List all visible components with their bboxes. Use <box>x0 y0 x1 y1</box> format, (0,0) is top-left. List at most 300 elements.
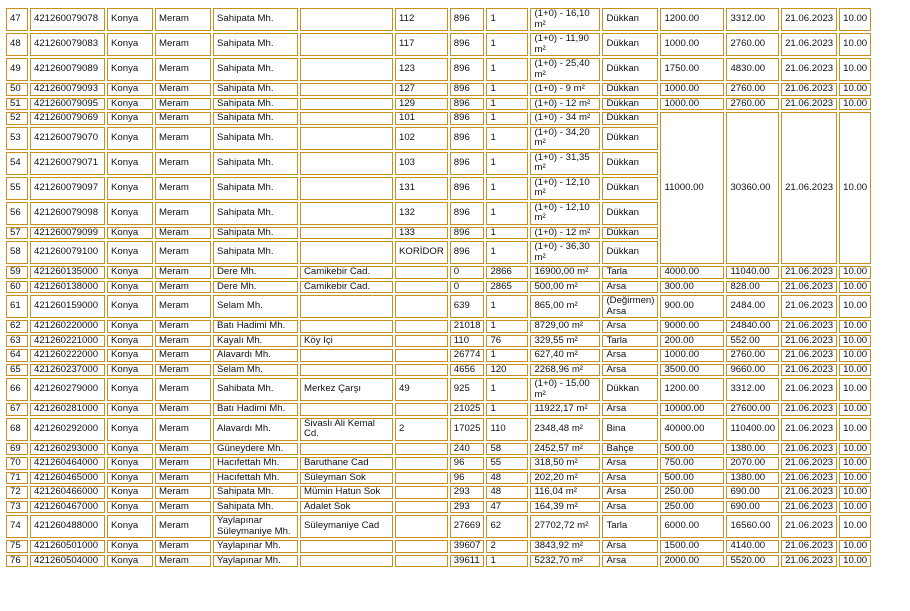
parcel-cell: 1 <box>486 98 528 111</box>
neighborhood-cell: Sahipata Mh. <box>213 8 298 31</box>
type-cell: Arsa <box>602 349 658 362</box>
neighborhood-cell: Sahipata Mh. <box>213 227 298 240</box>
street-cell <box>300 403 393 416</box>
area-cell: (1+0) - 11,90 m² <box>530 33 600 56</box>
table-row <box>6 515 871 538</box>
block-cell: 896 <box>450 152 485 175</box>
guarantee-cell: 2760.00 <box>726 98 779 111</box>
neighborhood-cell: Sahipata Mh. <box>213 83 298 96</box>
door-number-cell: 129 <box>395 98 448 111</box>
province-cell: Konya <box>107 177 153 200</box>
door-number-cell <box>395 403 448 416</box>
door-number-cell: 132 <box>395 202 448 225</box>
street-cell <box>300 227 393 240</box>
parcel-cell: 1 <box>486 152 528 175</box>
time-cell: 10.00 <box>839 403 871 416</box>
estimated-price-cell: 250.00 <box>660 501 724 514</box>
type-cell: Arsa <box>602 486 658 499</box>
door-number-cell <box>395 486 448 499</box>
province-cell: Konya <box>107 335 153 348</box>
neighborhood-cell: Sahipata Mh. <box>213 112 298 125</box>
row-number: 56 <box>6 202 28 225</box>
district-cell: Meram <box>155 320 211 333</box>
date-cell: 21.06.2023 <box>781 295 837 318</box>
row-number: 62 <box>6 320 28 333</box>
block-cell: 4656 <box>450 364 485 377</box>
row-number: 73 <box>6 501 28 514</box>
street-cell <box>300 152 393 175</box>
estimated-price-cell: 1000.00 <box>660 349 724 362</box>
code-cell: 421260079095 <box>30 98 105 111</box>
street-cell <box>300 127 393 150</box>
door-number-cell: 123 <box>395 58 448 81</box>
table-row <box>6 295 871 318</box>
area-cell: (1+0) - 12,10 m² <box>530 202 600 225</box>
province-cell: Konya <box>107 364 153 377</box>
row-number: 51 <box>6 98 28 111</box>
table-row <box>6 335 871 348</box>
table-row <box>6 364 871 377</box>
guarantee-cell: 3312.00 <box>726 8 779 31</box>
province-cell: Konya <box>107 472 153 485</box>
parcel-cell: 1 <box>486 227 528 240</box>
code-cell: 421260221000 <box>30 335 105 348</box>
neighborhood-cell: Selam Mh. <box>213 364 298 377</box>
estimated-price-cell: 200.00 <box>660 335 724 348</box>
type-cell: Arsa <box>602 457 658 470</box>
row-number: 59 <box>6 266 28 279</box>
table-row <box>6 486 871 499</box>
neighborhood-cell: Sahipata Mh. <box>213 127 298 150</box>
table-row <box>6 98 871 111</box>
door-number-cell: 112 <box>395 8 448 31</box>
area-cell: 318,50 m² <box>530 457 600 470</box>
door-number-cell: 103 <box>395 152 448 175</box>
neighborhood-cell: Yaylapınar Mh. <box>213 540 298 553</box>
area-cell: 2268,96 m² <box>530 364 600 377</box>
block-cell: 896 <box>450 83 485 96</box>
date-cell: 21.06.2023 <box>781 320 837 333</box>
time-cell: 10.00 <box>839 349 871 362</box>
district-cell: Meram <box>155 472 211 485</box>
guarantee-cell: 2070.00 <box>726 457 779 470</box>
province-cell: Konya <box>107 281 153 294</box>
neighborhood-cell: Yaylapınar Mh. <box>213 555 298 568</box>
time-cell: 10.00 <box>839 83 871 96</box>
code-cell: 421260079093 <box>30 83 105 96</box>
code-cell: 421260079089 <box>30 58 105 81</box>
street-cell <box>300 33 393 56</box>
time-cell: 10.00 <box>839 457 871 470</box>
street-cell <box>300 112 393 125</box>
parcel-cell: 1 <box>486 33 528 56</box>
district-cell: Meram <box>155 295 211 318</box>
date-cell: 21.06.2023 <box>781 83 837 96</box>
estimated-price-cell: 750.00 <box>660 457 724 470</box>
area-cell: 2348,48 m² <box>530 418 600 441</box>
district-cell: Meram <box>155 227 211 240</box>
time-cell: 10.00 <box>839 266 871 279</box>
code-cell: 421260079098 <box>30 202 105 225</box>
estimated-price-cell: 4000.00 <box>660 266 724 279</box>
district-cell: Meram <box>155 202 211 225</box>
estimated-price-cell: 1200.00 <box>660 8 724 31</box>
door-number-cell <box>395 457 448 470</box>
time-cell: 10.00 <box>839 555 871 568</box>
date-cell: 21.06.2023 <box>781 378 837 401</box>
date-cell: 21.06.2023 <box>781 33 837 56</box>
estimated-price-cell: 3500.00 <box>660 364 724 377</box>
parcel-cell: 1 <box>486 295 528 318</box>
type-cell: Arsa <box>602 364 658 377</box>
neighborhood-cell: Sahipata Mh. <box>213 33 298 56</box>
guarantee-cell: 2760.00 <box>726 349 779 362</box>
row-number: 72 <box>6 486 28 499</box>
code-cell: 421260079097 <box>30 177 105 200</box>
code-cell: 421260504000 <box>30 555 105 568</box>
district-cell: Meram <box>155 540 211 553</box>
type-cell: Dükkan <box>602 177 658 200</box>
province-cell: Konya <box>107 540 153 553</box>
block-cell: 639 <box>450 295 485 318</box>
row-number: 71 <box>6 472 28 485</box>
neighborhood-cell: Sahipata Mh. <box>213 177 298 200</box>
area-cell: (1+0) - 12 m² <box>530 98 600 111</box>
type-cell: Dükkan <box>602 378 658 401</box>
district-cell: Meram <box>155 515 211 538</box>
type-cell: Arsa <box>602 555 658 568</box>
block-cell: 896 <box>450 58 485 81</box>
district-cell: Meram <box>155 403 211 416</box>
parcel-cell: 76 <box>486 335 528 348</box>
estimated-price-cell: 40000.00 <box>660 418 724 441</box>
code-cell: 421260079071 <box>30 152 105 175</box>
code-cell: 421260222000 <box>30 349 105 362</box>
code-cell: 421260466000 <box>30 486 105 499</box>
guarantee-cell: 16560.00 <box>726 515 779 538</box>
door-number-cell <box>395 266 448 279</box>
area-cell: (1+0) - 9 m² <box>530 83 600 96</box>
area-cell: 2452,57 m² <box>530 443 600 456</box>
neighborhood-cell: Dere Mh. <box>213 266 298 279</box>
door-number-cell <box>395 281 448 294</box>
province-cell: Konya <box>107 349 153 362</box>
district-cell: Meram <box>155 177 211 200</box>
code-cell: 421260079083 <box>30 33 105 56</box>
guarantee-cell: 4830.00 <box>726 58 779 81</box>
street-cell: Merkez Çarşı <box>300 378 393 401</box>
date-cell: 21.06.2023 <box>781 501 837 514</box>
guarantee-cell: 5520.00 <box>726 555 779 568</box>
district-cell: Meram <box>155 127 211 150</box>
parcel-cell: 1 <box>486 241 528 264</box>
table-body <box>6 8 871 567</box>
row-number: 67 <box>6 403 28 416</box>
neighborhood-cell: Dere Mh. <box>213 281 298 294</box>
type-cell: Dükkan <box>602 8 658 31</box>
estimated-price-cell: 1000.00 <box>660 98 724 111</box>
type-cell: Bina <box>602 418 658 441</box>
parcel-cell: 55 <box>486 457 528 470</box>
type-cell: Dükkan <box>602 227 658 240</box>
area-cell: (1+0) - 25,40 m² <box>530 58 600 81</box>
time-cell: 10.00 <box>839 515 871 538</box>
neighborhood-cell: Alavardı Mh. <box>213 418 298 441</box>
street-cell: Baruthane Cad <box>300 457 393 470</box>
door-number-cell: 127 <box>395 83 448 96</box>
table-row <box>6 33 871 56</box>
block-cell: 293 <box>450 501 485 514</box>
date-cell: 21.06.2023 <box>781 58 837 81</box>
door-number-cell <box>395 472 448 485</box>
type-cell: Dükkan <box>602 33 658 56</box>
neighborhood-cell: Güneydere Mh. <box>213 443 298 456</box>
district-cell: Meram <box>155 443 211 456</box>
door-number-cell <box>395 349 448 362</box>
row-number: 66 <box>6 378 28 401</box>
door-number-cell: 101 <box>395 112 448 125</box>
district-cell: Meram <box>155 83 211 96</box>
estimated-price-cell: 300.00 <box>660 281 724 294</box>
neighborhood-cell: Sahipata Mh. <box>213 486 298 499</box>
block-cell: 27669 <box>450 515 485 538</box>
guarantee-cell: 110400.00 <box>726 418 779 441</box>
province-cell: Konya <box>107 127 153 150</box>
door-number-cell: 133 <box>395 227 448 240</box>
time-cell: 10.00 <box>839 443 871 456</box>
code-cell: 421260464000 <box>30 457 105 470</box>
code-cell: 421260079069 <box>30 112 105 125</box>
street-cell <box>300 58 393 81</box>
parcel-cell: 1 <box>486 349 528 362</box>
row-number: 69 <box>6 443 28 456</box>
row-number: 49 <box>6 58 28 81</box>
code-cell: 421260465000 <box>30 472 105 485</box>
province-cell: Konya <box>107 8 153 31</box>
neighborhood-cell: Sahipata Mh. <box>213 241 298 264</box>
time-cell: 10.00 <box>839 378 871 401</box>
block-cell: 896 <box>450 127 485 150</box>
block-cell: 21018 <box>450 320 485 333</box>
parcel-cell: 58 <box>486 443 528 456</box>
block-cell: 110 <box>450 335 485 348</box>
area-cell: 11922,17 m² <box>530 403 600 416</box>
time-cell: 10.00 <box>839 364 871 377</box>
time-cell: 10.00 <box>839 540 871 553</box>
block-cell: 39611 <box>450 555 485 568</box>
parcel-cell: 2866 <box>486 266 528 279</box>
table-row <box>6 555 871 568</box>
province-cell: Konya <box>107 501 153 514</box>
guarantee-cell: 552.00 <box>726 335 779 348</box>
district-cell: Meram <box>155 335 211 348</box>
neighborhood-cell: Batı Hadimi Mh. <box>213 320 298 333</box>
area-cell: 8729,00 m² <box>530 320 600 333</box>
neighborhood-cell: Sahipata Mh. <box>213 152 298 175</box>
door-number-cell <box>395 555 448 568</box>
door-number-cell <box>395 364 448 377</box>
street-cell <box>300 241 393 264</box>
date-cell: 21.06.2023 <box>781 349 837 362</box>
area-cell: 3843,92 m² <box>530 540 600 553</box>
province-cell: Konya <box>107 241 153 264</box>
neighborhood-cell: Hacıfettah Mh. <box>213 457 298 470</box>
area-cell: 27702,72 m² <box>530 515 600 538</box>
street-cell: Köy İçi <box>300 335 393 348</box>
street-cell: Süleymaniye Cad <box>300 515 393 538</box>
row-number: 61 <box>6 295 28 318</box>
parcel-cell: 1 <box>486 378 528 401</box>
code-cell: 421260292000 <box>30 418 105 441</box>
district-cell: Meram <box>155 112 211 125</box>
district-cell: Meram <box>155 33 211 56</box>
block-cell: 0 <box>450 281 485 294</box>
district-cell: Meram <box>155 364 211 377</box>
guarantee-cell: 11040.00 <box>726 266 779 279</box>
province-cell: Konya <box>107 33 153 56</box>
block-cell: 17025 <box>450 418 485 441</box>
table-row <box>6 83 871 96</box>
parcel-cell: 2 <box>486 540 528 553</box>
province-cell: Konya <box>107 515 153 538</box>
block-cell: 896 <box>450 98 485 111</box>
area-cell: 202,20 m² <box>530 472 600 485</box>
table-row <box>6 8 871 31</box>
street-cell <box>300 540 393 553</box>
province-cell: Konya <box>107 58 153 81</box>
date-cell: 21.06.2023 <box>781 555 837 568</box>
province-cell: Konya <box>107 555 153 568</box>
date-cell: 21.06.2023 <box>781 457 837 470</box>
code-cell: 421260159000 <box>30 295 105 318</box>
table-row <box>6 472 871 485</box>
estimated-price-cell: 10000.00 <box>660 403 724 416</box>
province-cell: Konya <box>107 227 153 240</box>
row-number: 60 <box>6 281 28 294</box>
date-cell: 21.06.2023 <box>781 8 837 31</box>
area-cell: (1+0) - 31,35 m² <box>530 152 600 175</box>
street-cell <box>300 83 393 96</box>
code-cell: 421260488000 <box>30 515 105 538</box>
neighborhood-cell: Sahibata Mh. <box>213 378 298 401</box>
code-cell: 421260237000 <box>30 364 105 377</box>
guarantee-cell: 1380.00 <box>726 472 779 485</box>
row-number: 58 <box>6 241 28 264</box>
block-cell: 293 <box>450 486 485 499</box>
estimated-price-cell: 1000.00 <box>660 83 724 96</box>
neighborhood-cell: Sahipata Mh. <box>213 98 298 111</box>
table-row <box>6 457 871 470</box>
area-cell: (1+0) - 15,00 m² <box>530 378 600 401</box>
door-number-cell <box>395 320 448 333</box>
parcel-cell: 1 <box>486 555 528 568</box>
province-cell: Konya <box>107 457 153 470</box>
block-cell: 39607 <box>450 540 485 553</box>
guarantee-cell: 690.00 <box>726 501 779 514</box>
street-cell: Süleyman Sok <box>300 472 393 485</box>
type-cell: Arsa <box>602 320 658 333</box>
area-cell: 500,00 m² <box>530 281 600 294</box>
code-cell: 421260293000 <box>30 443 105 456</box>
district-cell: Meram <box>155 98 211 111</box>
district-cell: Meram <box>155 349 211 362</box>
parcel-cell: 1 <box>486 83 528 96</box>
table-row <box>6 403 871 416</box>
parcel-cell: 62 <box>486 515 528 538</box>
code-cell: 421260079078 <box>30 8 105 31</box>
neighborhood-cell: Sahipata Mh. <box>213 501 298 514</box>
parcel-cell: 48 <box>486 486 528 499</box>
row-number: 70 <box>6 457 28 470</box>
area-cell: 329,55 m² <box>530 335 600 348</box>
door-number-cell: 117 <box>395 33 448 56</box>
row-number: 55 <box>6 177 28 200</box>
neighborhood-cell: Batı Hadimi Mh. <box>213 403 298 416</box>
neighborhood-cell: Yaylapınar Süleymaniye Mh. <box>213 515 298 538</box>
parcel-cell: 1 <box>486 8 528 31</box>
type-cell: Arsa <box>602 403 658 416</box>
code-cell: 421260220000 <box>30 320 105 333</box>
type-cell: Arsa <box>602 281 658 294</box>
province-cell: Konya <box>107 266 153 279</box>
block-cell: 896 <box>450 241 485 264</box>
estimated-price-cell: 11000.00 <box>660 112 724 264</box>
type-cell: Tarla <box>602 515 658 538</box>
estimated-price-cell: 6000.00 <box>660 515 724 538</box>
code-cell: 421260467000 <box>30 501 105 514</box>
street-cell: Adalet Sok <box>300 501 393 514</box>
door-number-cell: KORİDOR <box>395 241 448 264</box>
block-cell: 240 <box>450 443 485 456</box>
estimated-price-cell: 500.00 <box>660 443 724 456</box>
guarantee-cell: 2484.00 <box>726 295 779 318</box>
table-row <box>6 266 871 279</box>
parcel-cell: 1 <box>486 177 528 200</box>
neighborhood-cell: Sahipata Mh. <box>213 58 298 81</box>
neighborhood-cell: Sahipata Mh. <box>213 202 298 225</box>
area-cell: (1+0) - 16,10 m² <box>530 8 600 31</box>
block-cell: 896 <box>450 8 485 31</box>
province-cell: Konya <box>107 295 153 318</box>
row-number: 75 <box>6 540 28 553</box>
type-cell: (Değirmen) Arsa <box>602 295 658 318</box>
date-cell: 21.06.2023 <box>781 281 837 294</box>
door-number-cell <box>395 443 448 456</box>
time-cell: 10.00 <box>839 418 871 441</box>
area-cell: (1+0) - 34 m² <box>530 112 600 125</box>
estimated-price-cell: 1500.00 <box>660 540 724 553</box>
street-cell: Camikebir Cad. <box>300 266 393 279</box>
date-cell: 21.06.2023 <box>781 266 837 279</box>
table-row <box>6 112 871 125</box>
estimated-price-cell: 900.00 <box>660 295 724 318</box>
date-cell: 21.06.2023 <box>781 335 837 348</box>
row-number: 53 <box>6 127 28 150</box>
neighborhood-cell: Hacıfettah Mh. <box>213 472 298 485</box>
area-cell: (1+0) - 12,10 m² <box>530 177 600 200</box>
code-cell: 421260079099 <box>30 227 105 240</box>
row-number: 57 <box>6 227 28 240</box>
type-cell: Dükkan <box>602 58 658 81</box>
district-cell: Meram <box>155 266 211 279</box>
district-cell: Meram <box>155 418 211 441</box>
guarantee-cell: 2760.00 <box>726 33 779 56</box>
time-cell: 10.00 <box>839 112 871 264</box>
time-cell: 10.00 <box>839 320 871 333</box>
district-cell: Meram <box>155 555 211 568</box>
parcel-cell: 47 <box>486 501 528 514</box>
street-cell: Camikebir Cad. <box>300 281 393 294</box>
